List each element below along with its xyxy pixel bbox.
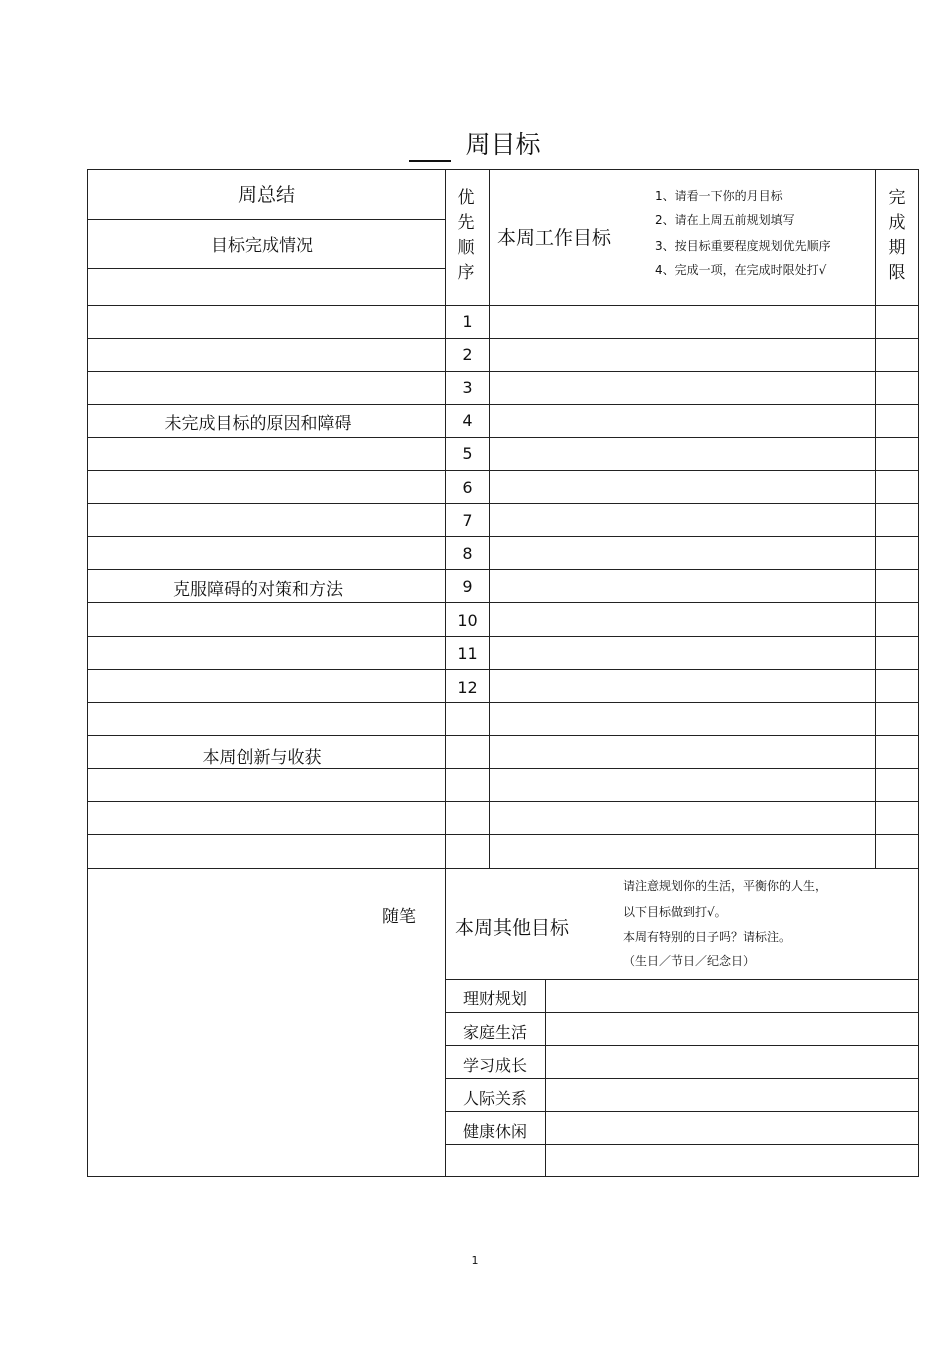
priority-header-char: 顺 bbox=[457, 238, 475, 258]
other-goals-note-1: 请注意规划你的生活，平衡你的人生， bbox=[623, 879, 828, 893]
priority-header-char: 先 bbox=[457, 213, 475, 233]
category-health: 健康休闲 bbox=[462, 1122, 527, 1141]
page-title-text: 周目标 bbox=[465, 130, 541, 159]
priority-number: 8 bbox=[462, 544, 473, 563]
row-line bbox=[445, 1012, 919, 1013]
row-line bbox=[87, 503, 919, 504]
row-line bbox=[87, 735, 919, 736]
table-bottom-border bbox=[87, 1176, 919, 1177]
deadline-header-char: 成 bbox=[888, 213, 906, 233]
instruction-3: 3、按目标重要程度规划优先顺序 bbox=[655, 239, 831, 253]
other-goals-note-3: 本周有特别的日子吗？请标注。 bbox=[623, 930, 792, 944]
row-line bbox=[87, 371, 919, 372]
divider-deadline-column bbox=[875, 169, 876, 868]
instruction-4: 4、完成一项，在完成时限处打√ bbox=[655, 263, 827, 277]
other-goals-note-2: 以下目标做到打√。 bbox=[623, 905, 727, 919]
week-number-blank[interactable] bbox=[409, 130, 451, 162]
priority-number: 6 bbox=[462, 478, 473, 497]
row-line bbox=[87, 636, 919, 637]
row-line bbox=[445, 1045, 919, 1046]
countermeasures-label: 克服障碍的对策和方法 bbox=[173, 580, 343, 600]
deadline-header-char: 期 bbox=[888, 238, 906, 258]
row-line bbox=[445, 1111, 919, 1112]
deadline-header-char: 限 bbox=[888, 263, 906, 283]
table-top-border bbox=[87, 169, 919, 170]
innovation-label: 本周创新与收获 bbox=[202, 748, 322, 768]
page-number: 1 bbox=[471, 1254, 479, 1267]
priority-header-char: 序 bbox=[457, 263, 475, 283]
row-line bbox=[87, 470, 919, 471]
row-line bbox=[87, 305, 919, 306]
other-goals-title: 本周其他目标 bbox=[455, 917, 570, 939]
row-line bbox=[87, 437, 919, 438]
row-line bbox=[445, 1078, 919, 1079]
priority-number: 1 bbox=[462, 312, 473, 331]
goal-completion-label: 目标完成情况 bbox=[211, 236, 313, 256]
row-line bbox=[87, 569, 919, 570]
table-left-border bbox=[87, 169, 88, 1177]
category-learning: 学习成长 bbox=[462, 1056, 527, 1075]
row-line bbox=[445, 979, 919, 980]
other-goals-note-4: （生日／节日／纪念日） bbox=[623, 954, 756, 968]
instruction-1: 1、请看一下你的月目标 bbox=[655, 189, 783, 203]
instruction-2: 2、请在上周五前规划填写 bbox=[655, 213, 795, 227]
category-relationships: 人际关系 bbox=[462, 1089, 527, 1108]
row-line bbox=[87, 669, 919, 670]
priority-number: 5 bbox=[462, 444, 473, 463]
row-line bbox=[87, 338, 919, 339]
priority-number: 3 bbox=[462, 378, 473, 397]
row-line bbox=[87, 219, 445, 220]
row-line bbox=[445, 1144, 919, 1145]
row-line bbox=[87, 768, 919, 769]
work-goals-title: 本周工作目标 bbox=[497, 227, 612, 249]
summary-title: 周总结 bbox=[237, 184, 295, 206]
priority-number: 9 bbox=[462, 577, 473, 596]
deadline-header bbox=[877, 186, 917, 286]
table-right-border bbox=[918, 169, 919, 1177]
row-line bbox=[87, 702, 919, 703]
priority-number: 11 bbox=[457, 644, 478, 663]
row-line bbox=[87, 536, 919, 537]
page-title bbox=[0, 128, 950, 162]
priority-number: 2 bbox=[462, 345, 473, 364]
priority-number: 12 bbox=[457, 678, 478, 697]
row-line bbox=[87, 801, 919, 802]
notes-label: 随笔 bbox=[382, 907, 416, 927]
unfinished-reasons-label: 未完成目标的原因和障碍 bbox=[164, 414, 352, 434]
row-line bbox=[87, 404, 919, 405]
row-line bbox=[87, 268, 445, 269]
row-line bbox=[87, 868, 919, 869]
priority-number: 10 bbox=[457, 611, 478, 630]
priority-header-char: 优 bbox=[457, 188, 475, 208]
row-line bbox=[87, 602, 919, 603]
category-finance: 理财规划 bbox=[462, 989, 527, 1008]
priority-number: 4 bbox=[462, 411, 473, 430]
category-family: 家庭生活 bbox=[462, 1023, 527, 1042]
priority-number: 7 bbox=[462, 511, 473, 530]
row-line bbox=[87, 834, 919, 835]
divider-priority-column bbox=[489, 169, 490, 868]
priority-header bbox=[446, 186, 486, 286]
deadline-header-char: 完 bbox=[888, 188, 906, 208]
